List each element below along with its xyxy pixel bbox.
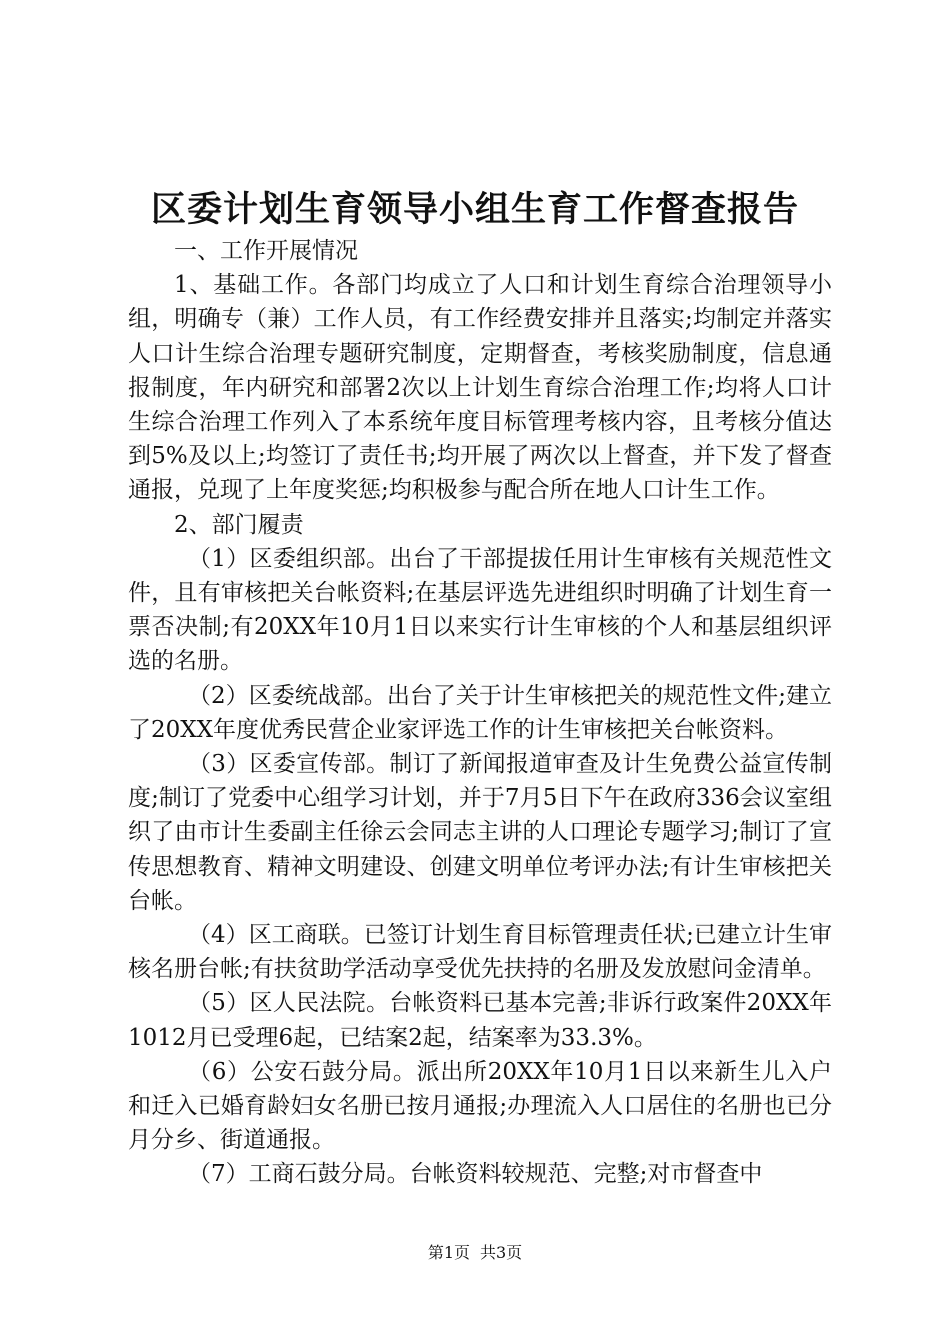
page-number: 第1页 [427,1243,470,1262]
page-footer [0,1242,950,1264]
subheading-department-duties: 2、部门履责 [174,511,304,538]
paragraph-organization-dept: （1）区委组织部。出台了干部提拔任用计生审核有关规范性文件，且有审核把关台帐资料;在基层评选先进组织时明确了计划生育一票否决制;有20XX年10月1日以来实行计生审核的个人和基层组织评选的名册。 [128,545,832,675]
page-total: 共3页 [480,1243,523,1262]
paragraph-united-front-dept: （2）区委统战部。出台了关于计生审核把关的规范性文件;建立了20XX年度优秀民营企业家评选工作的计生审核把关台帐资料。 [128,682,832,743]
paragraph-industry-commerce: （7）工商石鼓分局。台帐资料较规范、完整;对市督查中 [188,1161,763,1188]
paragraph-peoples-court: （5）区人民法院。台帐资料已基本完善;非诉行政案件20XX年1012月已受理6起，已结案2起，结案率为33.3%。 [128,990,832,1051]
paragraph-federation-commerce: （4）区工商联。已签订计划生育目标管理责任状;已建立计生审核名册台帐;有扶贫助学活动享受优先扶持的名册及发放慰问金清单。 [128,922,832,983]
document-body [128,234,832,1192]
paragraph-publicity-dept: （3）区委宣传部。制订了新闻报道审查及计生免费公益宣传制度;制订了党委中心组学习计划，并于7月5日下午在政府336会议室组织了由市计生委副主任徐云会同志主讲的人口理论专题学习;制订了宣传思想教育、精神文明建设、创建文明单位考评办法;有计生审核把关台帐。 [128,751,832,914]
section-heading-work-status: 一、工作开展情况 [174,238,358,264]
paragraph-public-security: （6）公安石鼓分局。派出所20XX年10月1日以来新生儿入户和迁入已婚育龄妇女名册已按月通报;办理流入人口居住的名册也已分月分乡、街道通报。 [128,1058,832,1154]
paragraph-basic-work: 1、基础工作。各部门均成立了人口和计划生育综合治理领导小组，明确专（兼）工作人员，有工作经费安排并且落实;均制定并落实人口计生综合治理专题研究制度，定期督查，考核奖励制度，信息通报制度，年内研究和部署2次以上计划生育综合治理工作;均将人口计生综合治理工作列入了本系统年度目标管理考核内容，且考核分值达到5%及以上;均签订了责任书;均开展了两次以上督查，并下发了督查通报，兑现了上年度奖惩;均积极参与配合所在地人口计生工作。 [128,272,832,504]
document-title: 区委计划生育领导小组生育工作督查报告 [150,189,799,230]
